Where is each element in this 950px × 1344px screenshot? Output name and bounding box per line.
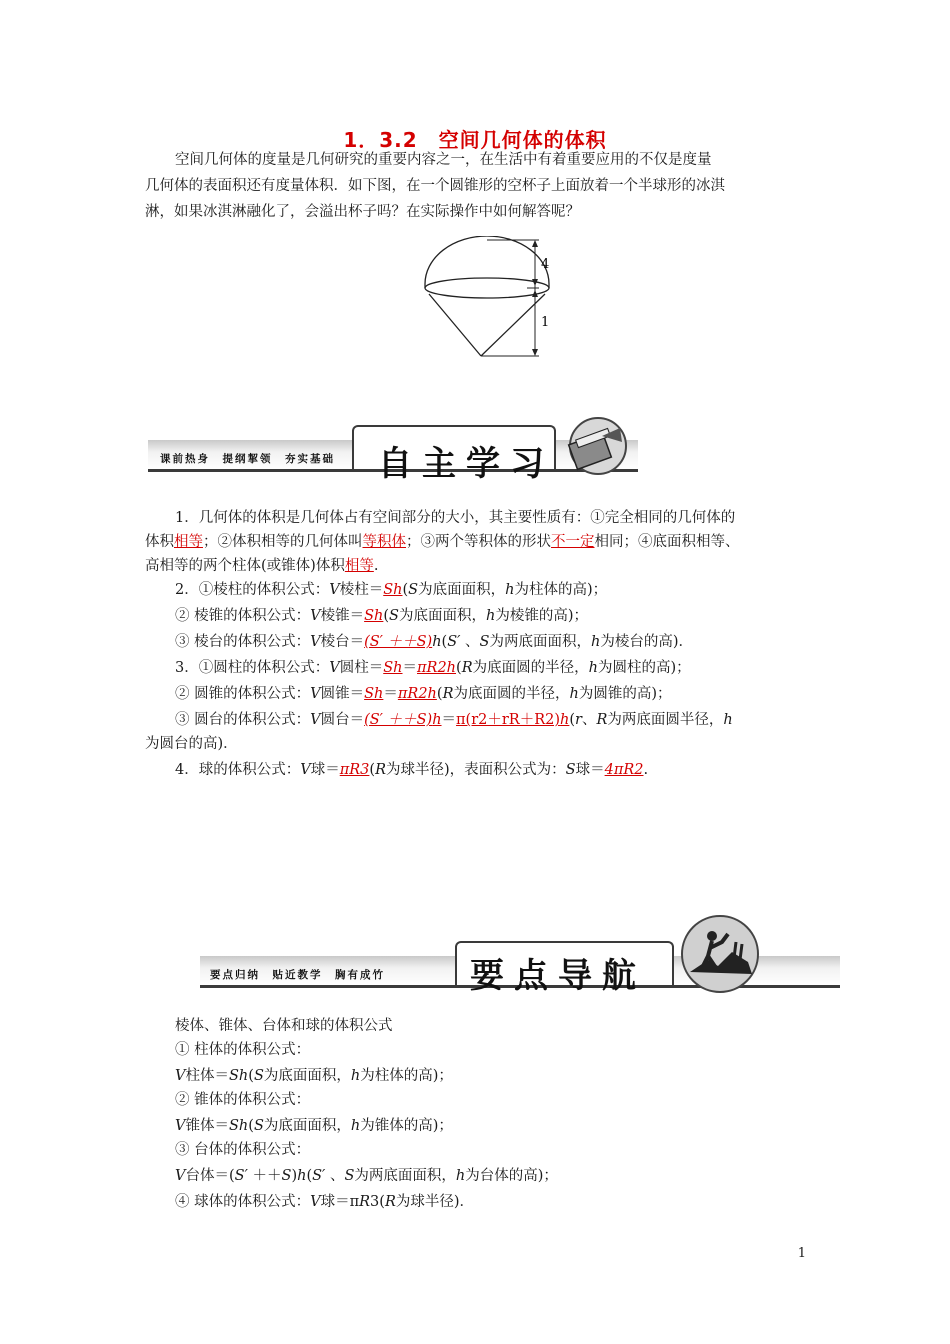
s2-line-7: ④ 球体的体积公式：V球＝πR3(R为球半径)． xyxy=(175,1194,475,1210)
answer-blank: (S′ ＋＋S) xyxy=(364,712,433,728)
banner-key-points-subtitle: 要点归纳 贴近教学 胸有成竹 xyxy=(210,969,385,981)
page-number: 1 xyxy=(797,1246,806,1261)
answer-blank: 等积体 xyxy=(362,534,406,550)
climber-icon xyxy=(678,912,764,994)
s2-line-1: ① 柱体的体积公式： xyxy=(175,1042,311,1058)
s1-prism-formula: 2．①棱柱的体积公式：V棱柱＝Sh(S为底面面积，h为柱体的高)； xyxy=(175,582,608,598)
s1-sphere-formula: 4．球的体积公式：V球＝πR3(R为球半径)，表面积公式为：S球＝4πR2. xyxy=(175,762,649,778)
height-label-bottom: 1 xyxy=(541,315,550,330)
s1-p1-line3: 高相等的两个柱体(或锥体)体积相等. xyxy=(145,558,379,574)
answer-blank: Sh xyxy=(364,686,384,702)
answer-blank: 不一定 xyxy=(551,534,595,550)
intro-line-3: 淋，如果冰淇淋融化了，会溢出杯子吗？在实际操作中如何解答呢？ xyxy=(145,204,580,220)
s1-frustum-cone-formula: ③ 圆台的体积公式：V圆台＝(S′ ＋＋S)h＝π(r2＋rR＋R2)h(r、R为两底面圆半径，h xyxy=(175,712,733,728)
s2-line-3: ② 锥体的体积公式： xyxy=(175,1092,311,1108)
answer-blank: 相等 xyxy=(344,558,374,574)
s2-line-6: V台体＝(S′ ＋＋S)h(S′ 、S为两底面面积，h为台体的高)； xyxy=(175,1168,558,1184)
ice-cream-cone-figure xyxy=(415,236,565,364)
s1-p1-line2: 体积相等；②体积相等的几何体叫等积体；③两个等积体的形状不一定相同；④底面积相等、 xyxy=(145,534,740,550)
book-icon xyxy=(558,416,630,478)
banner-key-points xyxy=(200,924,840,996)
answer-blank: πR3 xyxy=(339,762,370,778)
s2-heading: 棱体、锥体、台体和球的体积公式 xyxy=(175,1018,393,1034)
s2-line-4: V锥体＝Sh(S为底面面积，h为锥体的高)； xyxy=(175,1118,453,1134)
page-title: 1．3.2 空间几何体的体积 xyxy=(343,128,607,152)
s1-frustum-formula: ③ 棱台的体积公式：V棱台＝(S′ ＋＋S)h(S′ 、S为两底面面积，h为棱台的高)． xyxy=(175,634,693,650)
s1-pyramid-formula: ② 棱锥的体积公式：V棱锥＝Sh(S为底面面积，h为棱锥的高)； xyxy=(175,608,588,624)
answer-blank: Sh xyxy=(364,608,384,624)
banner-self-study-subtitle: 课前热身 提纲挈领 夯实基础 xyxy=(160,453,335,465)
intro-line-2: 几何体的表面积还有度量体积．如下图，在一个圆锥形的空杯子上面放着一个半球形的冰淇 xyxy=(145,178,725,194)
banner-self-study xyxy=(148,408,638,484)
answer-blank: (S′ ＋＋S) xyxy=(364,634,433,650)
banner-self-study-title: 自主学习 xyxy=(378,444,554,484)
s1-frustum-cone-formula-cont: 为圆台的高)． xyxy=(145,736,238,752)
answer-blank: Sh xyxy=(383,660,403,676)
answer-blank: Sh xyxy=(383,582,403,598)
intro-line-1: 空间几何体的度量是几何研究的重要内容之一，在生活中有着重要应用的不仅是度量 xyxy=(175,152,712,168)
answer-blank: π(r2＋rR＋R2) xyxy=(456,712,561,728)
answer-blank: 4πR2 xyxy=(604,762,644,778)
s1-p1-line1: 1．几何体的体积是几何体占有空间部分的大小，其主要性质有：①完全相同的几何体的 xyxy=(175,510,736,526)
s2-line-2: V柱体＝Sh(S为底面面积，h为柱体的高)； xyxy=(175,1068,453,1084)
answer-blank: πR2h xyxy=(417,660,457,676)
height-label-top: 4 xyxy=(541,257,550,272)
answer-blank: 相等 xyxy=(174,534,203,550)
s1-cone-formula: ② 圆锥的体积公式：V圆锥＝Sh＝πR2h(R为底面圆的半径，h为圆锥的高)； xyxy=(175,686,672,702)
s2-line-5: ③ 台体的体积公式： xyxy=(175,1142,311,1158)
answer-blank: πR2h xyxy=(397,686,437,702)
banner-key-points-title: 要点导航 xyxy=(470,956,646,996)
s1-cylinder-formula: 3．①圆柱的体积公式：V圆柱＝Sh＝πR2h(R为底面圆的半径，h为圆柱的高)； xyxy=(175,660,691,676)
